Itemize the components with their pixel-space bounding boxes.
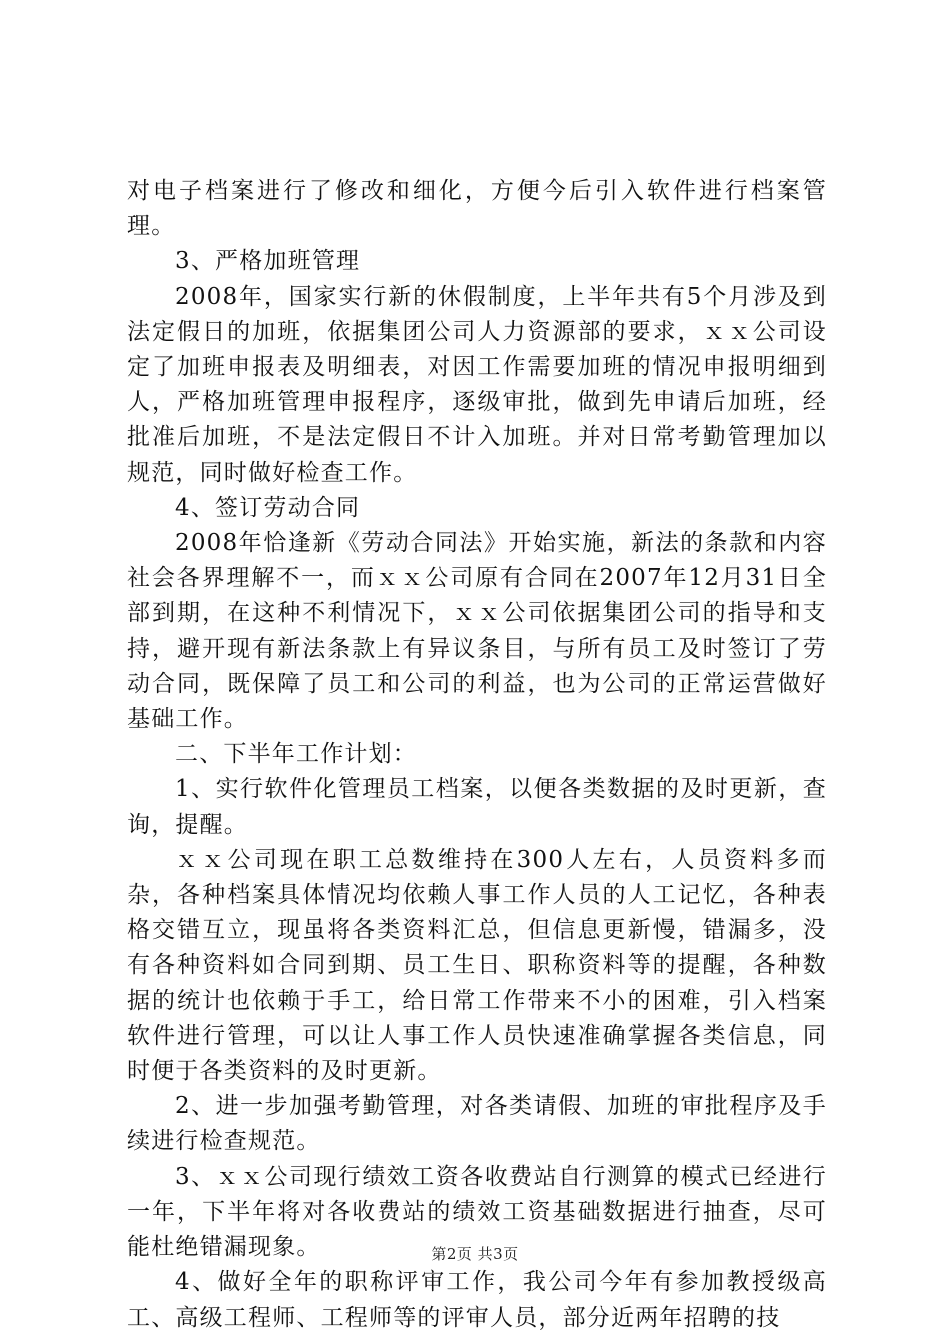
- plan-item-1: 1、实行软件化管理员工档案，以便各类数据的及时更新，查询，提醒。: [127, 776, 827, 838]
- paragraph-archive-continuation: 对电子档案进行了修改和细化，方便今后引入软件进行档案管理。: [127, 178, 827, 240]
- section-heading-plan: 二、下半年工作计划：: [175, 741, 417, 768]
- section-heading-labor-contract: 4、签订劳动合同: [175, 494, 361, 521]
- plan-item-4: 4、做好全年的职称评审工作，我公司今年有参加教授级高工、高级工程师、工程师等的评审人员，部分近两年招聘的技: [127, 1269, 827, 1331]
- plan-item-3: 3、ｘｘ公司现行绩效工资各收费站自行测算的模式已经进行一年，下半年将对各收费站的绩效工资基础数据进行抽查，尽可能杜绝错漏现象。: [127, 1163, 827, 1261]
- plan-item-2: 2、进一步加强考勤管理，对各类请假、加班的审批程序及手续进行检查规范。: [127, 1093, 827, 1155]
- document-body: [127, 174, 827, 1336]
- paragraph-overtime: 2008年，国家实行新的休假制度，上半年共有5个月涉及到法定假日的加班，依据集团公司人力资源部的要求，ｘｘ公司设定了加班申报表及明细表，对因工作需要加班的情况申报明细到人，严格加班管理申报程序，逐级审批，做到先申请后加班，经批准后加班，不是法定假日不计入加班。并对日常考勤管理加以规范，同时做好检查工作。: [127, 283, 827, 486]
- paragraph-labor-contract: 2008年恰逢新《劳动合同法》开始实施，新法的条款和内容社会各界理解不一，而ｘｘ公司原有合同在2007年12月31日全部到期，在这种不利情况下，ｘｘ公司依据集团公司的指导和支持，避开现有新法条款上有异议条目，与所有员工及时签订了劳动合同，既保障了员工和公司的利益，也为公司的正常运营做好基础工作。: [127, 530, 827, 733]
- section-heading-overtime: 3、严格加班管理: [175, 248, 361, 275]
- page-number-footer: 第2页 共3页: [431, 1245, 519, 1263]
- paragraph-plan-detail: ｘｘ公司现在职工总数维持在300人左右，人员资料多而杂，各种档案具体情况均依赖人事工作人员的人工记忆，各种表格交错互立，现虽将各类资料汇总，但信息更新慢，错漏多，没有各种资料如合同到期、员工生日、职称资料等的提醒，各种数据的统计也依赖于手工，给日常工作带来不小的困难，引入档案软件进行管理，可以让人事工作人员快速准确掌握各类信息，同时便于各类资料的及时更新。: [127, 846, 827, 1085]
